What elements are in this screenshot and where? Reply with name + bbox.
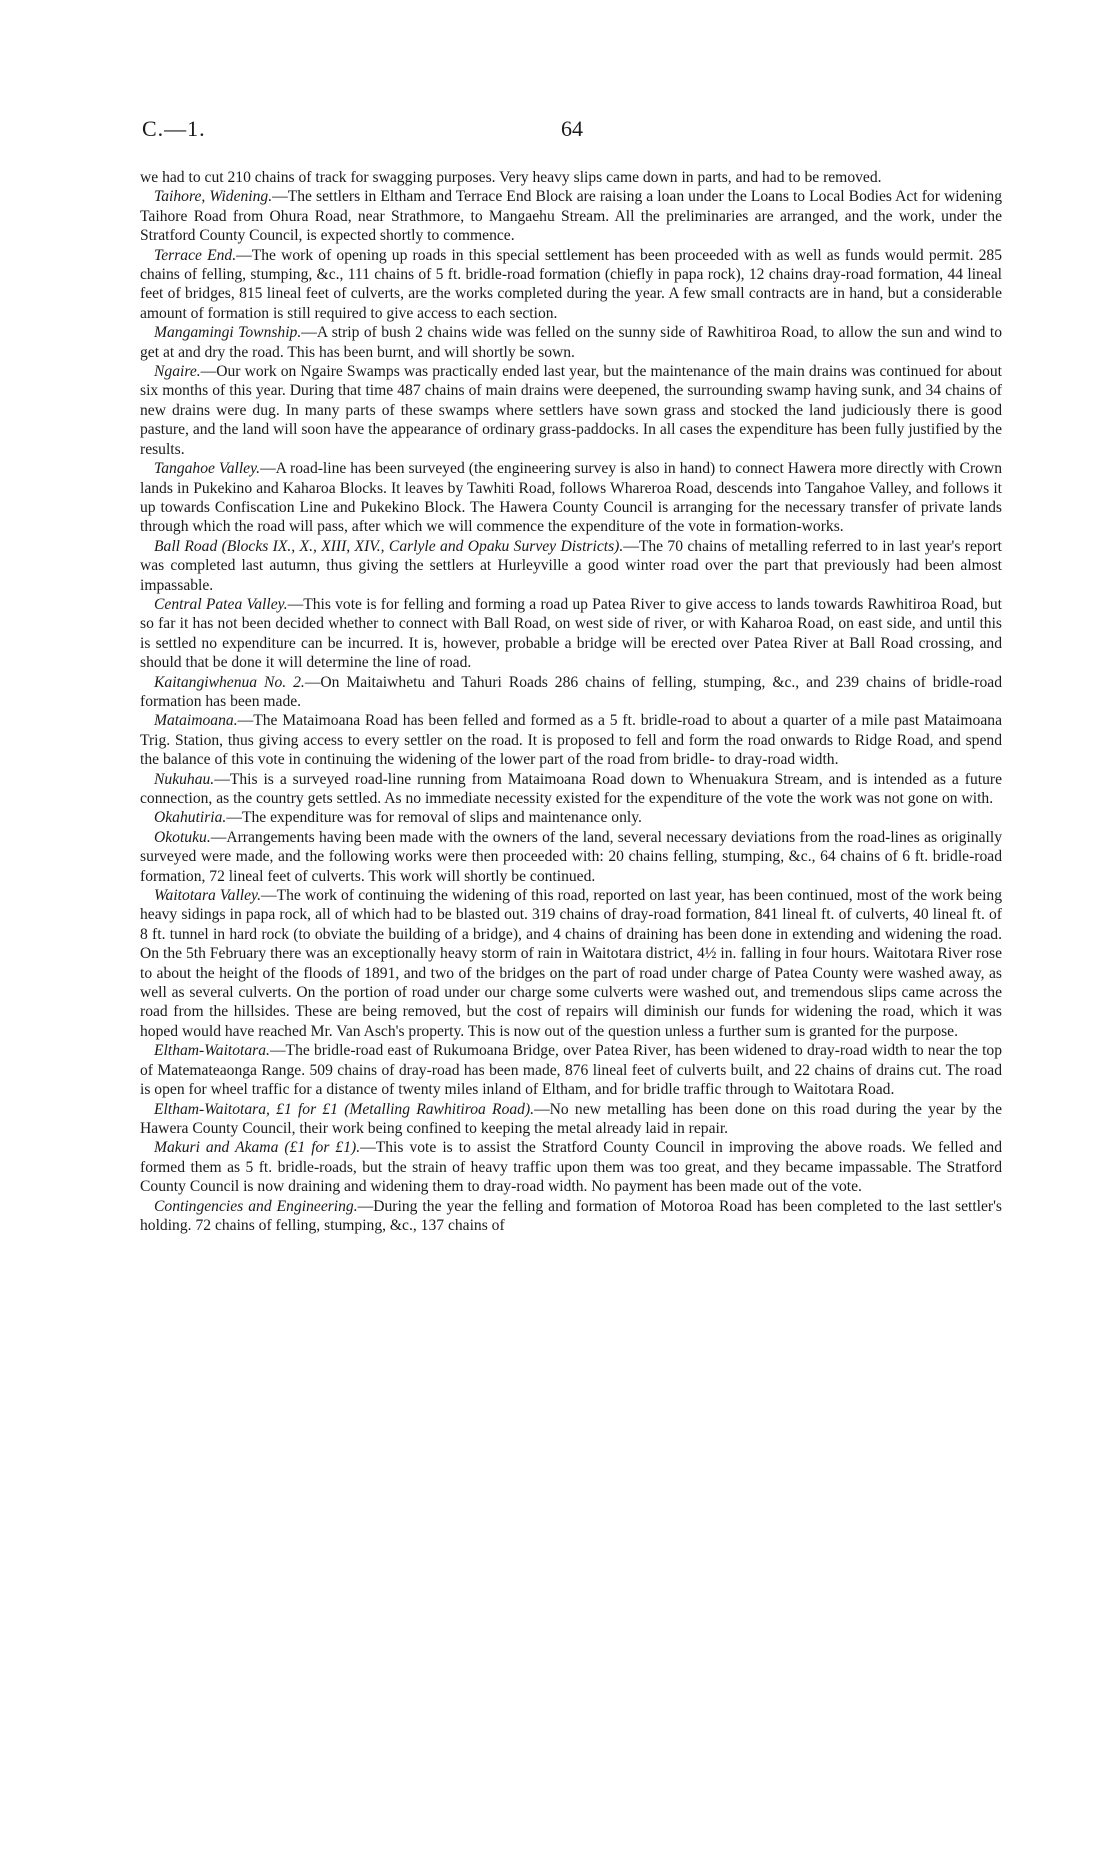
paragraph [140, 1197, 1002, 1236]
paragraph-text: —The work of opening up roads in this special settlement has been proceeded with as well as funds would permit. 285 chains of felling, stumping, &c., 111 chains of 5 ft. bridle-road formation (chiefly in papa rock), 12 chains dray-road formation, 44 lineal feet of bridges, 815 lineal feet of culverts, are the works completed during the year. A few small contracts are in hand, but a considerable amount of formation is still required to give access to each section. [140, 246, 1002, 322]
paragraph [140, 808, 1002, 827]
paragraph [140, 828, 1002, 886]
paragraph-title: Waitotara Valley. [154, 887, 262, 905]
paragraph-title: Taihore, Widening. [154, 188, 273, 206]
body-text [140, 168, 1002, 1235]
paragraph [140, 1138, 1002, 1196]
paragraph-title: Okotuku. [154, 828, 211, 846]
paragraph-text: we had to cut 210 chains of track for swagging purposes. Very heavy slips came down in parts, and had to be removed. [140, 169, 882, 186]
paragraph-title: Contingencies and Engineering. [154, 1197, 358, 1215]
paragraph-text: —During the year the felling and formation of Motoroa Road has been completed to the last settler's holding. 72 chains of felling, stumping, &c., 137 chains of [140, 1197, 1002, 1234]
paragraph-title: Okahutiria. [154, 809, 227, 827]
paragraph-title: Mataimoana. [154, 712, 238, 730]
paragraph-title: Makuri and Akama (£1 for £1). [154, 1139, 361, 1157]
paragraph-text: —On Maitaiwhetu and Tahuri Roads 286 chains of felling, stumping, &c., and 239 chains of bridle-road formation has been made. [140, 673, 1002, 710]
paragraph-title: Ngaire. [154, 363, 201, 381]
paragraph [140, 537, 1002, 595]
paragraph [140, 168, 1002, 187]
paragraph [140, 595, 1002, 673]
paragraph-text: —No new metalling has been done on this road during the year by the Hawera County Council, their work being confined to keeping the metal already laid in repair. [140, 1100, 1002, 1137]
paragraph [140, 770, 1002, 809]
paragraph-title: Eltham-Waitotara. [154, 1042, 270, 1060]
page-header [142, 116, 1002, 148]
paragraph-text: —The expenditure was for removal of slips and maintenance only. [226, 809, 642, 827]
page-number: 64 [561, 116, 583, 141]
paragraph-title: Ball Road (Blocks IX., X., XIII, XIV., Carlyle and Opaku Survey Districts). [154, 537, 624, 555]
paragraph-text: —Arrangements having been made with the owners of the land, several necessary deviations from the road-lines as originally surveyed were made, and the following works were then proceeded with: 20 chains felling, stumping, &c., 64 chains of 6 ft. bridle-road formation, 72 lineal feet of culverts. This work will shortly be continued. [140, 828, 1002, 885]
paragraph [140, 246, 1002, 324]
paragraph [140, 187, 1002, 245]
paragraph [140, 1100, 1002, 1139]
paragraph-text: —This vote is for felling and forming a road up Patea River to give access to lands towards Rawhitiroa Road, but so far it has not been decided whether to connect with Ball Road, on west side of river, or with Kaharoa Road, on east side, and until this is settled no expenditure can be incurred. It is, however, probable a bridge will be erected over Patea River at Ball Road crossing, and should that be done it will determine the line of road. [140, 595, 1002, 672]
paragraph-title: Tangahoe Valley. [154, 460, 261, 478]
paragraph [140, 1041, 1002, 1099]
paragraph [140, 323, 1002, 362]
paragraph-text: —This vote is to assist the Stratford County Council in improving the above roads. We felled and formed them as 5 ft. bridle-roads, but the strain of heavy traffic upon them was too great, and they became impassable. The Stratford County Council is now draining and widening them to dray-road width. No payment has been made out of the vote. [140, 1139, 1002, 1196]
paragraph-text: —The bridle-road east of Rukumoana Bridge, over Patea River, has been widened to dray-road width to near the top of Matemateaonga Range. 509 chains of dray-road has been made, 876 lineal feet of culverts built, and 22 chains of drains cut. The road is open for wheel traffic for a distance of twenty miles inland of Eltham, and for bridle traffic through to Waitotara Road. [140, 1042, 1002, 1099]
section-reference: C.—1. [142, 116, 206, 141]
paragraph [140, 886, 1002, 1041]
paragraph-title: Mangamingi Township. [154, 324, 302, 342]
paragraph-text: —A road-line has been surveyed (the engineering survey is also in hand) to connect Hawera more directly with Crown lands in Pukekino and Kaharoa Blocks. It leaves by Tawhiti Road, follows Whareroa Road, descends into Tangahoe Valley, and follows it up towards Confiscation Line and Pukekino Block. The Hawera County Council is arranging for the necessary transfer of private lands through which the road will pass, after which we will commence the expenditure of the vote in formation-works. [140, 460, 1002, 536]
paragraph-text: —The 70 chains of metalling referred to in last year's report was completed last autumn, thus giving the settlers at Hurleyville a good winter road over the part that previously had been almost impassable. [140, 537, 1002, 594]
paragraph [140, 711, 1002, 769]
paragraph-title: Nukuhau. [154, 770, 215, 788]
paragraph [140, 459, 1002, 537]
paragraph-text: —The settlers in Eltham and Terrace End Block are raising a loan under the Loans to Local Bodies Act for widening Taihore Road from Ohura Road, near Strathmore, to Mangaehu Stream. All the preliminaries are arranged, and the work, under the Stratford County Council, is expected shortly to commence. [140, 188, 1002, 245]
paragraph [140, 673, 1002, 712]
paragraph-title: Terrace End. [154, 246, 237, 264]
paragraph-text: —A strip of bush 2 chains wide was felled on the sunny side of Rawhitiroa Road, to allow the sun and wind to get at and dry the road. This has been burnt, and will shortly be sown. [140, 324, 1002, 361]
paragraph [140, 362, 1002, 459]
paragraph-title: Central Patea Valley. [154, 595, 288, 613]
paragraph-text: —This is a surveyed road-line running from Mataimoana Road down to Whenuakura Stream, and is intended as a future connection, as the country gets settled. As no immediate necessity existed for the expenditure of the vote the work was not gone on with. [140, 770, 1002, 807]
paragraph-text: —The Mataimoana Road has been felled and formed as a 5 ft. bridle-road to about a quarter of a mile past Mataimoana Trig. Station, thus giving access to every settler on the road. It is proposed to fell and form the road onwards to Ridge Road, and spend the balance of this vote in continuing the widening of the lower part of the road from bridle- to dray-road width. [140, 712, 1002, 769]
paragraph-title: Kaitangiwhenua No. 2. [154, 673, 305, 691]
paragraph-title: Eltham-Waitotara, £1 for £1 (Metalling Rawhitiroa Road). [154, 1100, 535, 1118]
paragraph-text: —The work of continuing the widening of this road, reported on last year, has been continued, most of the work being heavy sidings in papa rock, all of which had to be blasted out. 319 chains of dray-road formation, 841 lineal ft. of culverts, 40 lineal ft. of 8 ft. tunnel in hard rock (to obviate the building of a bridge), and 4 chains of draining has been done in extending and widening the road. On the 5th February there was an exceptionally heavy storm of rain in Waitotara district, 4½ in. falling in four hours. Waitotara River rose to about the height of the floods of 1891, and two of the bridges on the part of road under charge of Patea County were washed away, as well as several culverts. On the portion of road under our charge some culverts were washed out, and tremendous slips came across the road from the hillsides. These are being removed, but the cost of repairs will diminish our funds for widening the road, which it was hoped would have reached Mr. Van Asch's property. This is now out of the question unless a further sum is granted for the purpose. [140, 887, 1002, 1040]
paragraph-text: —Our work on Ngaire Swamps was practically ended last year, but the maintenance of the main drains was continued for about six months of this year. During that time 487 chains of main drains were deepened, the surrounding swamp having sunk, and 34 chains of new drains were dug. In many parts of these swamps where settlers have sown grass and stocked the land judiciously there is good pasture, and the land will soon have the appearance of ordinary grass-paddocks. In all cases the expenditure has been fully justified by the results. [140, 363, 1002, 458]
